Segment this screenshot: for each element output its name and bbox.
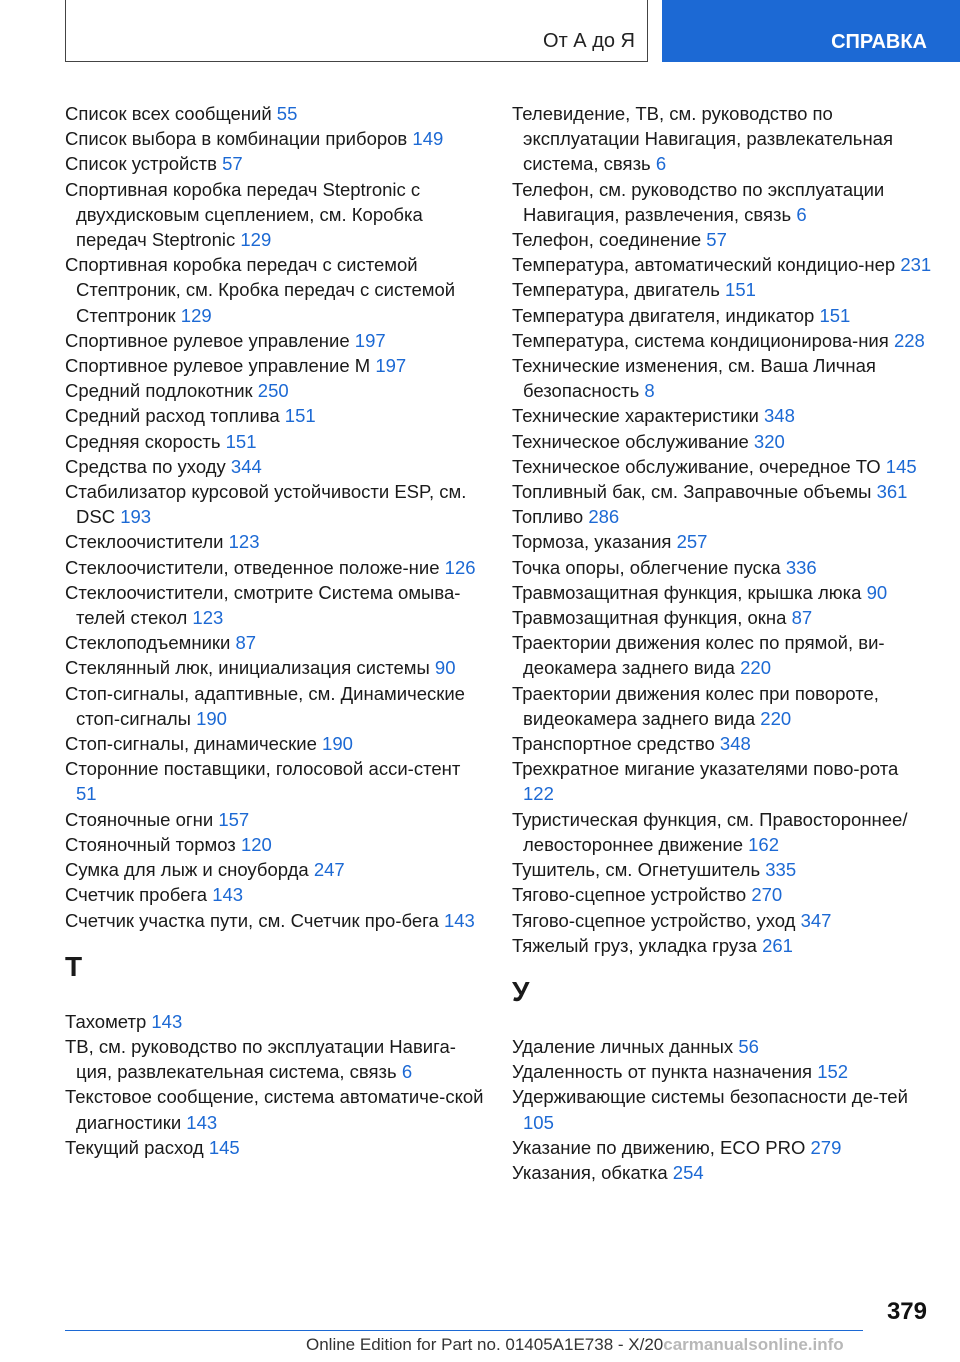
index-page-link[interactable]: 120 bbox=[240, 833, 272, 855]
index-page-link[interactable]: 193 bbox=[120, 506, 152, 528]
index-entry bbox=[512, 908, 932, 933]
index-page-link[interactable]: 151 bbox=[225, 430, 257, 452]
index-entry bbox=[512, 454, 932, 479]
index-entry-text: Технические характеристики bbox=[512, 405, 759, 427]
index-entry-text: Счетчик пробега bbox=[65, 884, 208, 906]
index-entry bbox=[65, 832, 485, 857]
index-page-link[interactable]: 257 bbox=[676, 531, 708, 553]
index-entry-text: Спортивное рулевое управление M bbox=[65, 355, 371, 377]
index-entry-text: Техническое обслуживание bbox=[512, 430, 749, 452]
index-page-link[interactable]: 250 bbox=[257, 380, 289, 402]
header-tab-reference[interactable] bbox=[662, 0, 960, 62]
index-page-link[interactable]: 145 bbox=[885, 455, 917, 477]
index-page-link[interactable]: 129 bbox=[240, 229, 272, 251]
index-page-link[interactable]: 122 bbox=[523, 783, 554, 805]
index-entry bbox=[65, 1009, 485, 1034]
index-entry-text: ТВ, см. руководство по эксплуатации Навига-ция, развлекательная система, связь bbox=[65, 1035, 456, 1083]
index-entry-text: Стоп-сигналы, динамические bbox=[65, 733, 317, 755]
index-entry-text: Стеклоочистители, отведенное положе-ние bbox=[65, 556, 440, 578]
index-entry-text: Спортивное рулевое управление bbox=[65, 329, 350, 351]
index-entry bbox=[512, 177, 932, 227]
index-entry bbox=[65, 731, 485, 756]
index-entry-text: Список выбора в комбинации приборов bbox=[65, 128, 408, 150]
index-entry-text: Температура, система кондиционирова-ния bbox=[512, 329, 889, 351]
index-entry-text: Тормоза, указания bbox=[512, 531, 672, 553]
index-entry-text: Температура двигателя, индикатор bbox=[512, 304, 815, 326]
index-entry bbox=[512, 807, 932, 857]
index-page-link[interactable]: 190 bbox=[322, 733, 353, 755]
index-page-link[interactable]: 145 bbox=[208, 1136, 240, 1158]
footer-watermark: carmanualsonline.info bbox=[663, 1335, 844, 1354]
index-entry-text: Средняя скорость bbox=[65, 430, 221, 452]
index-entry-text: Указания, обкатка bbox=[512, 1161, 668, 1183]
index-page-link[interactable]: 57 bbox=[706, 229, 727, 251]
index-page-link[interactable]: 56 bbox=[738, 1035, 759, 1057]
section-letter: Т bbox=[65, 950, 83, 982]
index-page-link[interactable]: 320 bbox=[753, 430, 785, 452]
index-entry-text: Траектории движения колес при повороте, видеокамера заднего вида bbox=[512, 682, 879, 729]
index-entry bbox=[65, 1034, 485, 1084]
index-page-link[interactable]: 220 bbox=[760, 707, 792, 729]
index-entry bbox=[512, 504, 932, 529]
index-entry bbox=[512, 756, 932, 806]
index-entry-text: Тушитель, см. Огнетушитель bbox=[512, 859, 761, 881]
index-entry-text: Техническое обслуживание, очередное ТО bbox=[512, 455, 881, 477]
index-entry-text: Телефон, соединение bbox=[512, 229, 702, 251]
index-entry bbox=[512, 1135, 932, 1160]
index-page-link[interactable]: 90 bbox=[434, 657, 456, 679]
index-page-link[interactable]: 151 bbox=[725, 279, 756, 301]
index-entry-text: Туристическая функция, см. Правостороннее/ левостороннее движение bbox=[512, 808, 908, 855]
index-entry-text: Спортивная коробка передач с системой Стептроник, см. Кробка передач с системой Стептроник bbox=[65, 254, 456, 326]
index-entry bbox=[65, 454, 485, 479]
index-entry bbox=[512, 882, 932, 907]
index-entry bbox=[65, 252, 485, 328]
footer bbox=[306, 1335, 844, 1355]
index-entry-text: Точка опоры, облегчение пуска bbox=[512, 556, 781, 578]
index-entry bbox=[512, 1034, 932, 1059]
index-entry bbox=[512, 479, 932, 504]
index-page-link[interactable]: 143 bbox=[443, 909, 475, 931]
index-entry-text: Спортивная коробка передач Steptronic с двухдисковым сцеплением, см. Коробка передач Steptronic bbox=[65, 178, 423, 251]
index-page-link[interactable]: 157 bbox=[218, 808, 250, 830]
index-entry-text: Стеклоочистители, смотрите Система омыва-телей стекол bbox=[65, 581, 461, 629]
index-page-link[interactable]: 261 bbox=[762, 934, 793, 956]
index-entry-text: Технические изменения, см. Ваша Личная безопасность bbox=[512, 355, 876, 402]
index-entry bbox=[512, 227, 932, 252]
index-entry bbox=[512, 1160, 932, 1185]
index-entry bbox=[512, 1059, 932, 1084]
footer-divider bbox=[65, 1330, 863, 1331]
index-entry-text: Траектории движения колес по прямой, ви-деокамера заднего вида bbox=[512, 632, 885, 679]
index-page-link[interactable]: 143 bbox=[151, 1010, 183, 1032]
index-page-link[interactable]: 6 bbox=[655, 153, 667, 175]
index-page-link[interactable]: 162 bbox=[748, 833, 780, 855]
index-column-right bbox=[512, 101, 932, 1185]
index-entry bbox=[512, 630, 932, 680]
index-entry-text: Текстовое сообщение, система автоматиче-ской диагностики bbox=[65, 1086, 484, 1133]
index-entry-text: Стоп-сигналы, адаптивные, см. Динамические стоп-сигналы bbox=[65, 682, 465, 729]
index-page-link[interactable]: 190 bbox=[196, 707, 227, 729]
index-page-link[interactable]: 51 bbox=[76, 783, 97, 805]
index-entry-text: Стеклоочистители bbox=[65, 531, 224, 553]
index-entry-text: Телевидение, ТВ, см. руководство по эксплуатации Навигация, развлекательная система, связь bbox=[512, 103, 893, 175]
index-page-link[interactable]: 335 bbox=[765, 859, 797, 881]
index-entry-text: Тягово-сцепное устройство, уход bbox=[512, 909, 796, 931]
index-page-link[interactable]: 105 bbox=[523, 1111, 554, 1133]
index-entry bbox=[65, 151, 485, 176]
index-page-link[interactable]: 152 bbox=[817, 1061, 849, 1083]
index-entry-text: Средний расход топлива bbox=[65, 405, 280, 427]
header-tab-a-to-z[interactable] bbox=[65, 0, 648, 62]
index-page-link[interactable]: 87 bbox=[791, 607, 813, 629]
index-entry bbox=[512, 252, 932, 277]
index-entry bbox=[512, 580, 932, 605]
index-page-link[interactable]: 151 bbox=[819, 304, 851, 326]
index-page-link[interactable]: 361 bbox=[876, 481, 908, 503]
index-page-link[interactable]: 6 bbox=[401, 1061, 413, 1083]
index-entry-text: Температура, автоматический кондицио-нер bbox=[512, 254, 896, 276]
index-page-link[interactable]: 336 bbox=[785, 556, 817, 578]
index-page-link[interactable]: 129 bbox=[180, 304, 212, 326]
index-entry bbox=[512, 857, 932, 882]
index-entry-text: Травмозащитная функция, крышка люка bbox=[512, 581, 862, 603]
index-page-link[interactable]: 254 bbox=[672, 1161, 704, 1183]
index-page-link[interactable]: 123 bbox=[192, 607, 224, 629]
index-page-link[interactable]: 87 bbox=[235, 632, 257, 654]
index-entry bbox=[65, 882, 485, 907]
index-entry-text: Средства по уходу bbox=[65, 455, 226, 477]
index-entry-text: Удаленность от пункта назначения bbox=[512, 1061, 813, 1083]
index-page-link[interactable]: 279 bbox=[810, 1136, 842, 1158]
index-entry-text: Средний подлокотник bbox=[65, 380, 253, 402]
index-entry bbox=[512, 933, 932, 958]
header-tab-reference-label: СПРАВКА bbox=[831, 31, 927, 53]
index-entry bbox=[65, 353, 485, 378]
index-entry bbox=[512, 101, 932, 177]
index-entry-text: Стеклоподъемники bbox=[65, 632, 231, 654]
index-page-link[interactable]: 151 bbox=[284, 405, 316, 427]
index-entry-text: Счетчик участка пути, см. Счетчик про-бега bbox=[65, 909, 439, 931]
index-page-link[interactable]: 90 bbox=[866, 581, 888, 603]
index-page-link[interactable]: 286 bbox=[588, 506, 620, 528]
index-entry-text: Телефон, см. руководство по эксплуатации Навигация, развлечения, связь bbox=[512, 178, 885, 225]
index-entry-text: Указание по движению, ECO PRO bbox=[512, 1136, 806, 1158]
index-entry bbox=[512, 353, 932, 403]
index-entry-text: Стояночные огни bbox=[65, 808, 214, 830]
header-tab-a-to-z-label: От А до Я bbox=[543, 30, 635, 52]
page-number: 379 bbox=[886, 1298, 927, 1325]
index-entry-text: Текущий расход bbox=[65, 1136, 204, 1158]
index-entry bbox=[65, 630, 485, 655]
index-page-link[interactable]: 348 bbox=[764, 405, 795, 427]
index-entry bbox=[512, 681, 932, 731]
index-entry bbox=[65, 1135, 485, 1160]
index-page-link[interactable]: 57 bbox=[222, 153, 243, 175]
index-page-link[interactable]: 143 bbox=[186, 1111, 218, 1133]
index-page-link[interactable]: 270 bbox=[751, 884, 783, 906]
index-entry bbox=[65, 429, 485, 454]
index-entry bbox=[65, 655, 485, 680]
index-page-link[interactable]: 231 bbox=[900, 254, 932, 276]
index-entry-text: Температура, двигатель bbox=[512, 279, 720, 301]
index-entry bbox=[65, 756, 485, 806]
index-entry-text: Список всех сообщений bbox=[65, 103, 272, 124]
index-entry-text: Топливо bbox=[512, 506, 584, 528]
index-entry bbox=[512, 1084, 932, 1134]
index-page-link[interactable]: 8 bbox=[644, 380, 655, 402]
index-entry bbox=[65, 1084, 485, 1134]
index-entry bbox=[65, 908, 485, 933]
index-page-link[interactable]: 228 bbox=[893, 329, 925, 351]
index-entry bbox=[512, 555, 932, 580]
index-entry bbox=[65, 101, 485, 126]
index-entry-text: Сторонние поставщики, голосовой асси-стент bbox=[65, 758, 461, 780]
index-page-link[interactable]: 220 bbox=[740, 657, 771, 679]
index-entry bbox=[65, 378, 485, 403]
index-entry-text: Трехкратное мигание указателями пово-рота bbox=[512, 758, 899, 780]
index-entry bbox=[512, 403, 932, 428]
index-entry bbox=[65, 126, 485, 151]
index-entry bbox=[65, 529, 485, 554]
index-entry-text: Тахометр bbox=[65, 1010, 147, 1032]
index-entry bbox=[512, 303, 932, 328]
index-entry-text: Травмозащитная функция, окна bbox=[512, 607, 787, 629]
index-entry bbox=[512, 429, 932, 454]
index-page-link[interactable]: 197 bbox=[375, 355, 407, 377]
index-entry bbox=[512, 277, 932, 302]
index-entry-text: Тягово-сцепное устройство bbox=[512, 884, 747, 906]
index-entry-text: Удерживающие системы безопасности де-тей bbox=[512, 1086, 908, 1108]
index-entry bbox=[65, 403, 485, 428]
index-entry-text: Транспортное средство bbox=[512, 733, 715, 755]
index-entry-text: Топливный бак, см. Заправочные объемы bbox=[512, 481, 872, 503]
section-letter: У bbox=[512, 975, 530, 1007]
index-entry bbox=[65, 177, 485, 253]
index-page-link[interactable]: 123 bbox=[228, 531, 260, 553]
index-entry-text: Тяжелый груз, укладка груза bbox=[512, 934, 757, 956]
index-entry bbox=[512, 605, 932, 630]
index-entry bbox=[65, 479, 485, 529]
index-entry-text: Стабилизатор курсовой устойчивости ESP, см. DSC bbox=[65, 481, 467, 528]
index-page-link[interactable]: 344 bbox=[230, 455, 262, 477]
index-entry-text: Сумка для лыж и сноуборда bbox=[65, 859, 309, 881]
index-page-link[interactable]: 347 bbox=[800, 909, 832, 931]
index-entry bbox=[65, 681, 485, 731]
index-entry-text: Стеклянный люк, инициализация системы bbox=[65, 657, 430, 679]
index-entry-text: Удаление личных данных bbox=[512, 1035, 734, 1057]
index-entry bbox=[65, 580, 485, 630]
index-entry bbox=[512, 529, 932, 554]
index-entry-text: Список устройств bbox=[65, 153, 217, 175]
index-column-left bbox=[65, 101, 485, 1160]
index-page-link[interactable]: 126 bbox=[444, 556, 476, 578]
index-page-link[interactable]: 247 bbox=[313, 859, 345, 881]
index-entry-text: Стояночный тормоз bbox=[65, 833, 236, 855]
index-entry bbox=[65, 328, 485, 353]
index-entry bbox=[65, 807, 485, 832]
index-page-link[interactable]: 143 bbox=[212, 884, 244, 906]
index-entry bbox=[65, 857, 485, 882]
index-page-link[interactable]: 348 bbox=[719, 733, 751, 755]
index-page-link[interactable]: 197 bbox=[354, 329, 386, 351]
index-entry bbox=[65, 555, 485, 580]
index-page-link[interactable]: 6 bbox=[796, 203, 807, 225]
index-entry bbox=[512, 328, 932, 353]
footer-edition: Online Edition for Part no. 01405A1E738 - X/20 bbox=[306, 1335, 664, 1354]
index-page-link[interactable]: 55 bbox=[276, 103, 298, 124]
index-entry bbox=[512, 731, 932, 756]
index-page-link[interactable]: 149 bbox=[412, 128, 444, 150]
